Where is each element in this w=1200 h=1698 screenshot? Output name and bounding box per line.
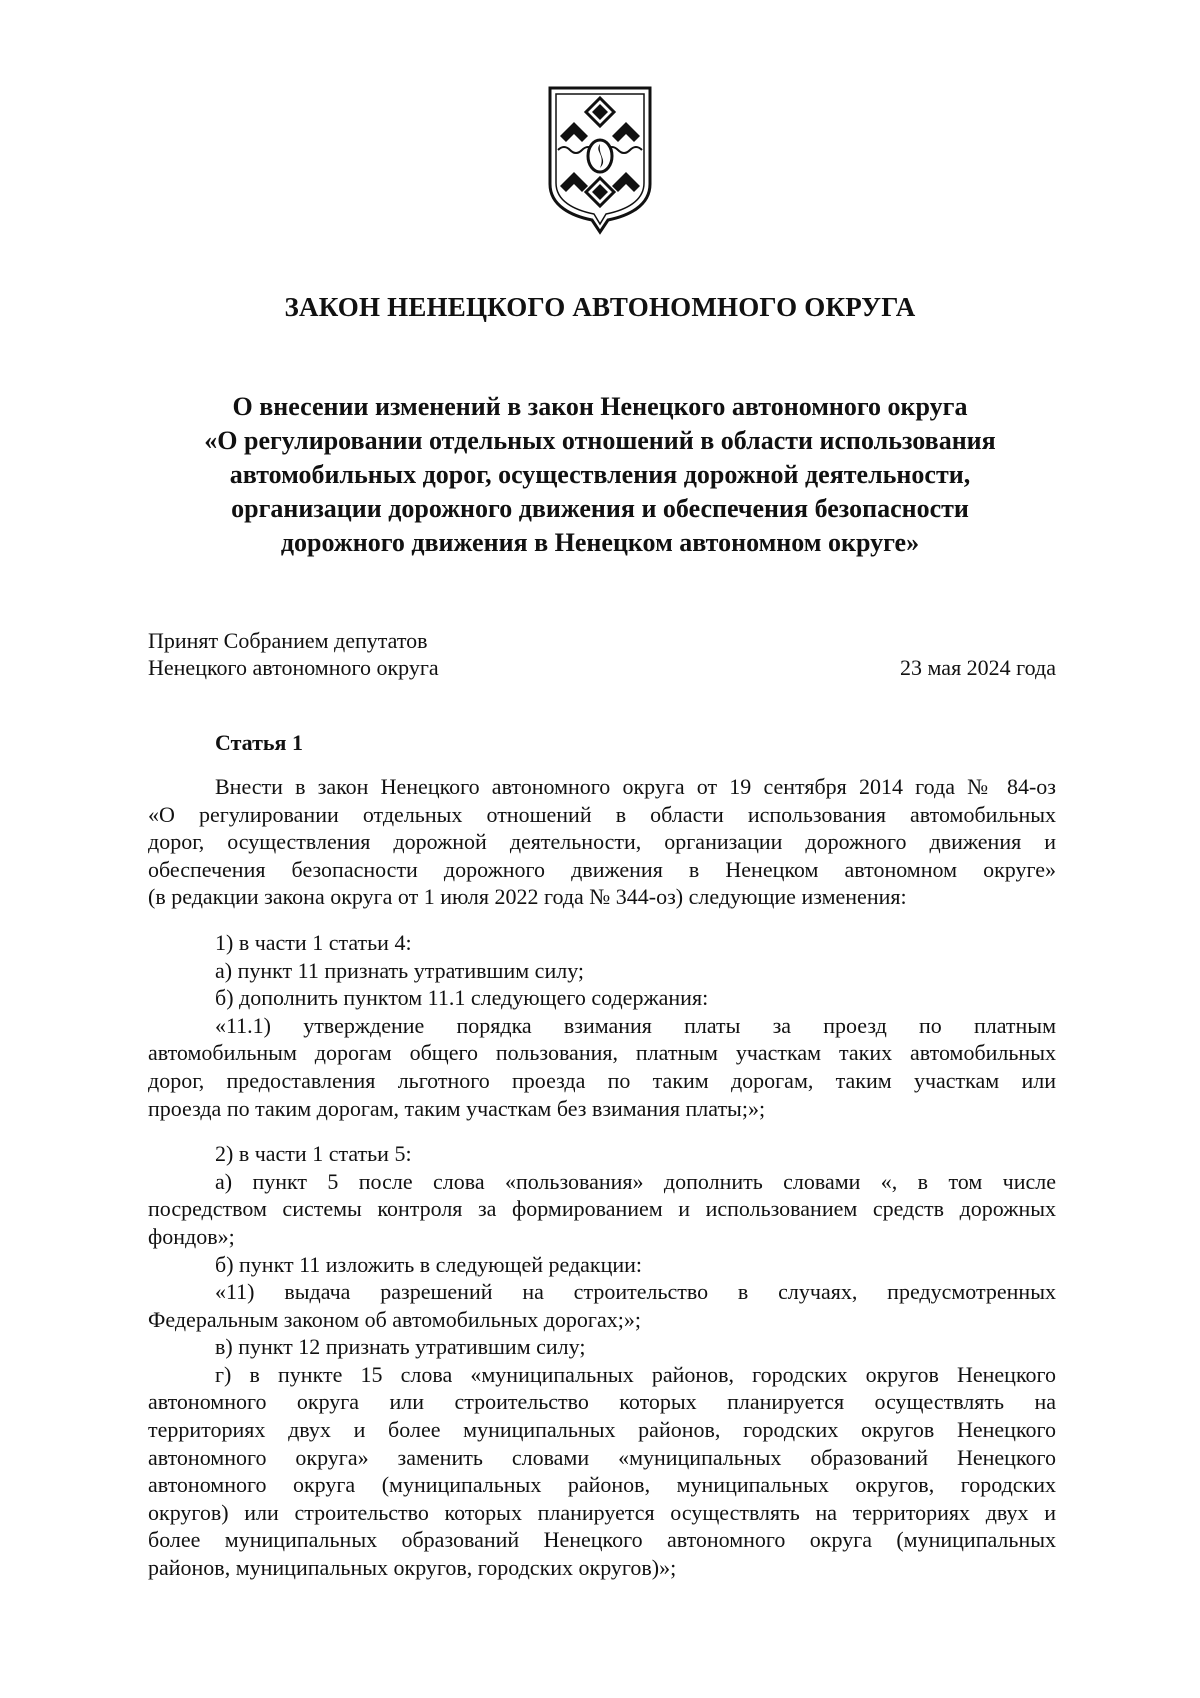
subitem-line: б) дополнить пунктом 11.1 следующего содержания: (215, 985, 709, 1011)
quote-line: дорог, предоставления льготного проезда по таким дорогам, таким участкам или (148, 1067, 1056, 1093)
subitem-line: б) пункт 11 изложить в следующей редакции: (215, 1251, 643, 1277)
quote-line: «11) выдача разрешений на строительство в случаях, предусмотренных (215, 1279, 1056, 1305)
item-heading: 1) в части 1 статьи 4: (215, 929, 412, 955)
subitem-line: районов, муниципальных округов, городских округов)»; (148, 1555, 677, 1581)
subitem-line: посредством системы контроля за формированием и использованием средств дорожных (148, 1196, 1056, 1222)
document-title: ЗАКОН НЕНЕЦКОГО АВТОНОМНОГО ОКРУГА (284, 292, 916, 322)
document-subtitle (150, 390, 1050, 560)
quote-line: автомобильным дорогам общего пользования, платным участкам таких автомобильных (148, 1040, 1056, 1066)
adoption-date: 23 мая 2024 года (900, 655, 1056, 680)
subtitle-line: дорожного движения в Ненецком автономном округе» (280, 528, 920, 557)
quote-line: Федеральным законом об автомобильных дорогах;»; (148, 1306, 641, 1332)
paragraph-line: Внести в закон Ненецкого автономного округа от 19 сентября 2014 года № 84-оз (215, 774, 1056, 799)
subitem-line: в) пункт 12 признать утратившим силу; (215, 1334, 586, 1360)
adoption-line: Ненецкого автономного округа (148, 655, 439, 680)
subitem-line: г) в пункте 15 слова «муниципальных районов, городских округов Ненецкого (215, 1361, 1056, 1387)
item-heading: 2) в части 1 статьи 5: (215, 1141, 412, 1167)
paragraph-line: дорог, осуществления дорожной деятельности, организации дорожного движения и (148, 829, 1056, 855)
subitem-line: автономного округа или строительство которых планируется осуществлять на (148, 1389, 1056, 1415)
subitem-line: автономного округа» заменить словами «муниципальных образований Ненецкого (148, 1444, 1056, 1470)
paragraph-line: (в редакции закона округа от 1 июля 2022 года № 344-оз) следующие изменения: (148, 884, 907, 910)
paragraph-line: «О регулировании отдельных отношений в области использования автомобильных (148, 801, 1056, 827)
subitem-line: автономного округа (муниципальных районов, муниципальных округов, городских (148, 1472, 1056, 1498)
subitem-line: территориях двух и более муниципальных районов, городских округов Ненецкого (148, 1417, 1056, 1443)
article-heading: Статья 1 (215, 730, 303, 755)
paragraph-line: обеспечения безопасности дорожного движения в Ненецком автономном округе» (148, 856, 1056, 882)
subitem-line: а) пункт 5 после слова «пользования» дополнить словами «, в том числе (215, 1168, 1056, 1194)
adoption-block (148, 627, 439, 681)
subtitle-line: О внесении изменений в закон Ненецкого автономного округа (232, 392, 968, 421)
subitem-line: округов) или строительство которых планируется осуществлять на территориях двух и (148, 1499, 1056, 1525)
quote-line: проезда по таким дорогам, таким участкам без взимания платы;»; (148, 1095, 766, 1121)
subitem-line: фондов»; (148, 1223, 235, 1249)
subitem-line: а) пункт 11 признать утратившим силу; (215, 957, 585, 983)
subitem-line: более муниципальных образований Ненецкого автономного округа (муниципальных (148, 1527, 1056, 1553)
nenets-coat-of-arms-icon (544, 84, 656, 236)
subtitle-line: организации дорожного движения и обеспечения безопасности (231, 494, 969, 523)
subtitle-line: автомобильных дорог, осуществления дорожной деятельности, (229, 460, 971, 489)
article-body (148, 773, 1056, 1582)
adoption-line: Принят Собранием депутатов (148, 628, 428, 653)
subtitle-line: «О регулировании отдельных отношений в области использования (204, 426, 996, 455)
quote-line: «11.1) утверждение порядка взимания платы за проезд по платным (215, 1012, 1056, 1038)
